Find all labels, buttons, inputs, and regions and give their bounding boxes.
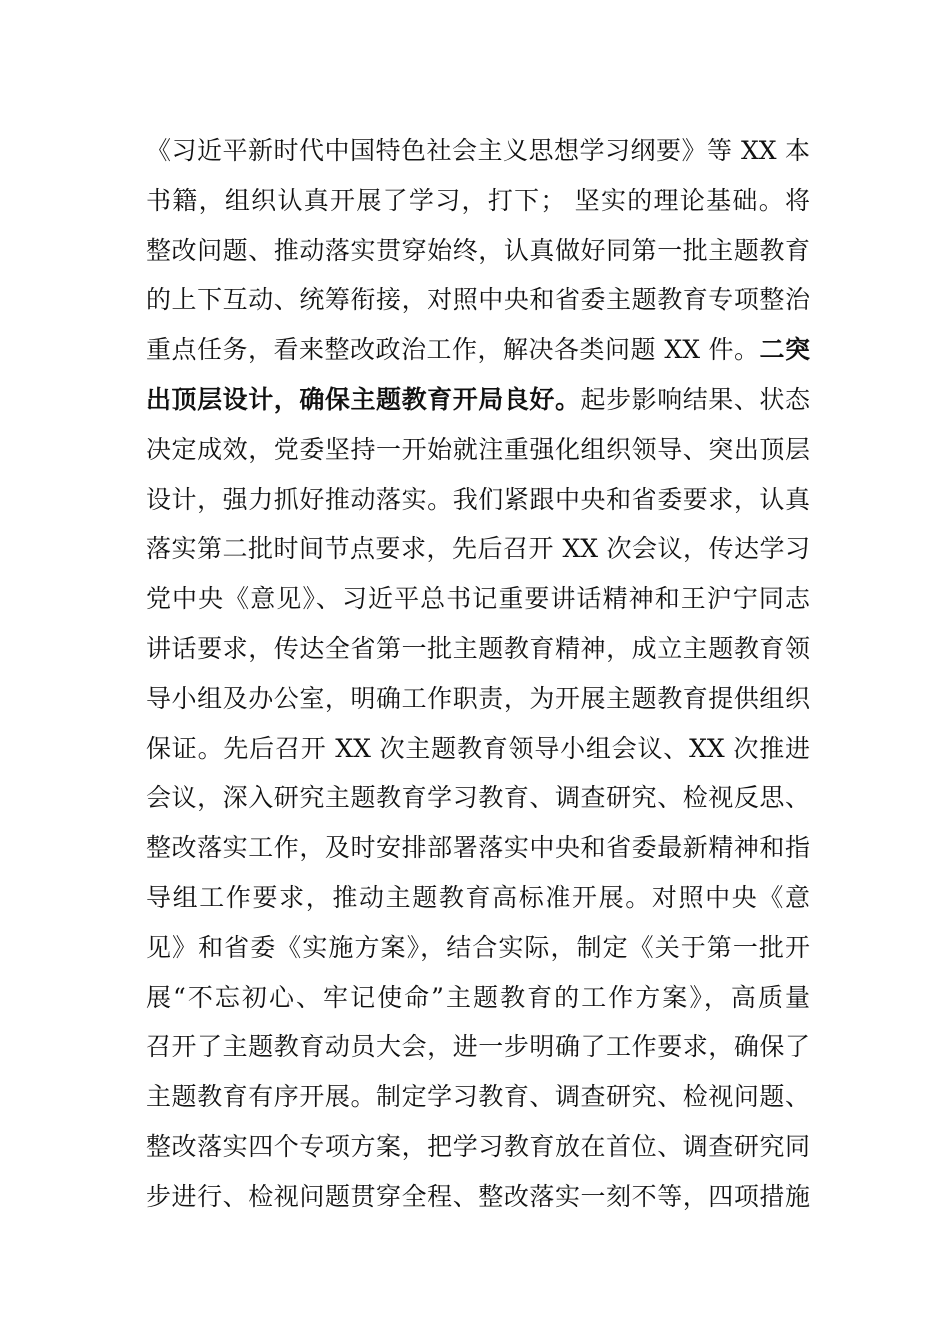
paragraph-text: 主题教育有序开展。制定学习教育、调查研究、检视问题、 — [146, 1082, 810, 1112]
text-line — [146, 674, 810, 724]
bold-heading-text: 出顶层设计，确保主题教育开局良好。 — [146, 384, 581, 414]
paragraph-text: 整改落实四个专项方案，把学习教育放在首位、调查研究同 — [146, 1131, 810, 1161]
paragraph-text: 见》和省委《实施方案》，结合实际，制定《关于第一批开 — [146, 932, 810, 962]
text-line — [146, 724, 810, 774]
text-line — [146, 475, 810, 525]
paragraph-text: 决定成效，党委坚持一开始就注重强化组织领导、突出顶层 — [146, 434, 810, 464]
text-line — [146, 325, 810, 375]
text-line — [146, 873, 810, 923]
paragraph-text: 讲话要求，传达全省第一批主题教育精神，成立主题教育领 — [146, 633, 810, 663]
paragraph-text: 整改问题、推动落实贯穿始终，认真做好同第一批主题教育 — [146, 235, 810, 265]
text-line — [146, 425, 810, 475]
text-line — [146, 773, 810, 823]
paragraph-text: 步进行、检视问题贯穿全程、整改落实一刻不等，四项措施 — [146, 1181, 810, 1211]
paragraph-text: 党中央《意见》、习近平总书记重要讲话精神和王沪宁同志 — [146, 584, 810, 614]
text-line — [146, 275, 810, 325]
paragraph-text: 设计，强力抓好推动落实。我们紧跟中央和省委要求，认真 — [146, 484, 810, 514]
paragraph-text: 《习近平新时代中国特色社会主义思想学习纲要》等 XX 本 — [146, 136, 810, 165]
text-line — [146, 524, 810, 574]
body-text — [146, 126, 810, 1222]
paragraph-text: 导组工作要求，推动主题教育高标准开展。对照中央《意 — [146, 882, 810, 912]
text-line — [146, 923, 810, 973]
paragraph-text: 保证。先后召开 XX 次主题教育领导小组会议、XX 次推进 — [146, 733, 810, 763]
text-line — [146, 1022, 810, 1072]
paragraph-text: 展“不忘初心、牢记使命”主题教育的工作方案》，高质量 — [146, 982, 810, 1012]
text-line — [146, 823, 810, 873]
text-line — [146, 126, 810, 176]
text-line — [146, 375, 810, 425]
paragraph-text: 整改落实工作，及时安排部署落实中央和省委最新精神和指 — [146, 833, 810, 863]
paragraph-text: 重点任务，看来整改政治工作，解决各类问题 XX 件。 — [146, 335, 760, 365]
paragraph-text: 导小组及办公室，明确工作职责，为开展主题教育提供组织 — [146, 683, 810, 713]
text-line — [146, 1172, 810, 1222]
text-line — [146, 1122, 810, 1172]
paragraph-text: 的上下互动、统筹衔接，对照中央和省委主题教育专项整治 — [146, 285, 810, 315]
bold-heading-text: 二突 — [759, 335, 810, 365]
paragraph-text: 会议，深入研究主题教育学习教育、调查研究、检视反思、 — [146, 783, 810, 813]
paragraph-text: 落实第二批时间节点要求，先后召开 XX 次会议，传达学习 — [146, 534, 810, 564]
text-line — [146, 574, 810, 624]
text-line — [146, 176, 810, 226]
text-line — [146, 1072, 810, 1122]
text-line — [146, 226, 810, 276]
text-line — [146, 624, 810, 674]
paragraph-text: 书籍，组织认真开展了学习，打下； 坚实的理论基础。将 — [146, 185, 810, 215]
paragraph-text: 起步影响结果、状态 — [580, 384, 810, 414]
paragraph-text: 召开了主题教育动员大会，进一步明确了工作要求，确保了 — [146, 1032, 810, 1062]
text-line — [146, 973, 810, 1023]
